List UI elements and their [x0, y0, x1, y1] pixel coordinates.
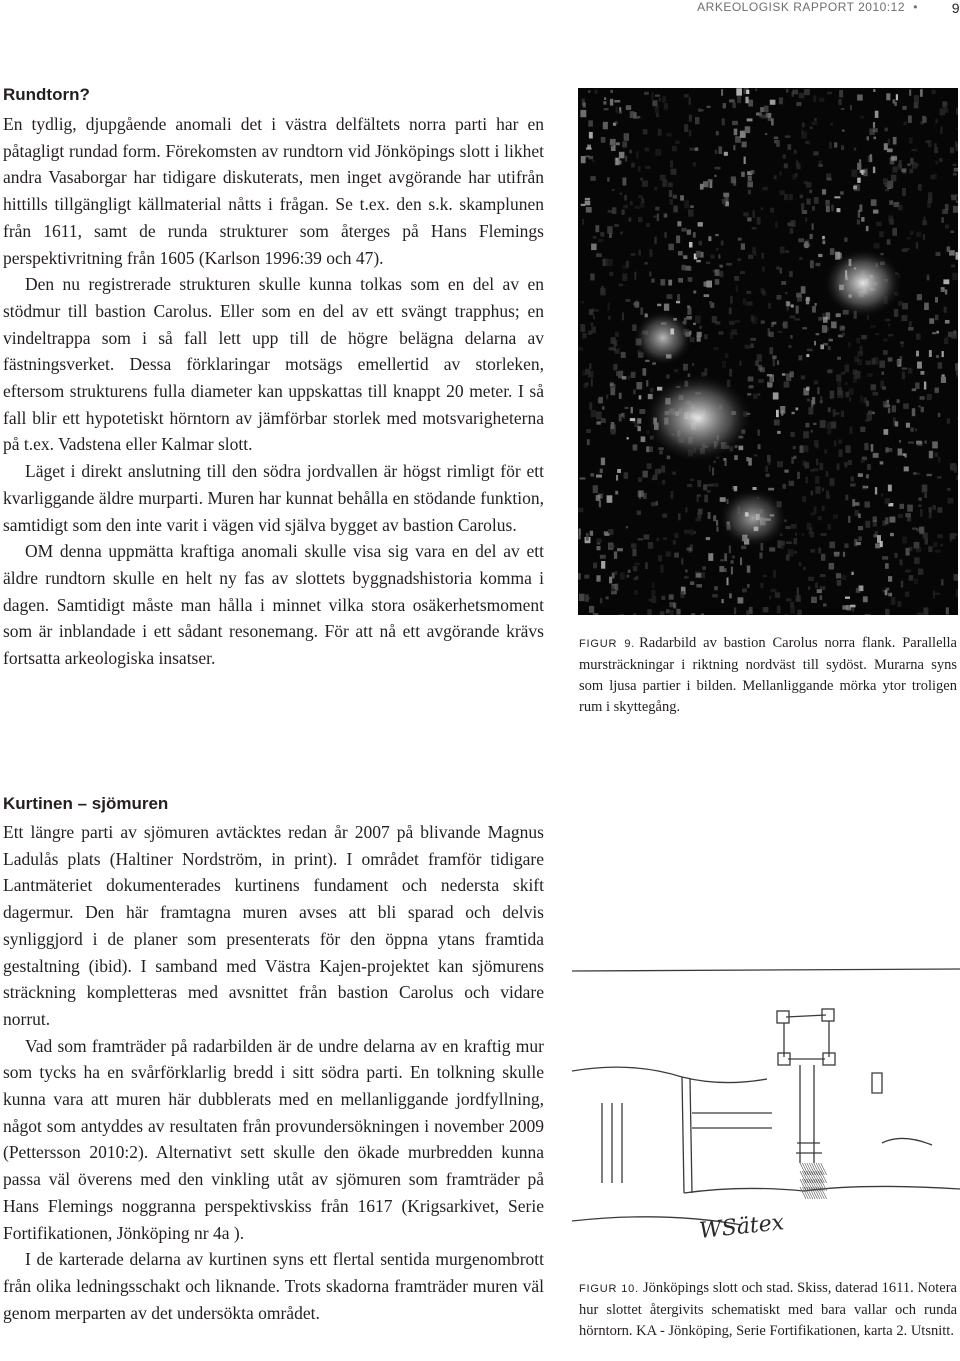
paragraph: I de karterade delarna av kurtinen syns ett flertal sentida murgenombrott från olika ledningsschakt och liknande. Trots skadorna framträder muren väl genom merparten av det undersökta området. — [3, 1249, 544, 1323]
paragraph: En tydlig, djupgående anomali det i västra delfältets norra parti har en påtagligt rundad form. Förekomsten av rundtorn vid Jönköpings slott i likhet andra Vasaborgar har tidigare diskuterats, men inget avgörande har utifrån hittills tillgängligt källmaterial nåtts i frågan. Se t.ex. den s.k. skamplunen från 1611, samt de runda strukturer som återges på Hans Flemings perspektivritning från 1605 (Karlson 1996:39 och 47). — [3, 114, 544, 268]
section-heading-kurtinen: Kurtinen – sjömuren — [3, 794, 169, 813]
figure-9-caption — [579, 633, 957, 718]
paragraph: Läget i direkt anslutning till den södra jordvallen är högst rimligt för ett kvarliggande äldre murparti. Muren har kunnat behålla en stödande funktion, samtidigt som den inte varit i vägen vid själva bygget av bastion Carolus. — [3, 461, 544, 535]
sketch-handwritten-label: WSätex — [698, 1210, 786, 1244]
header-separator: • — [913, 0, 918, 14]
paragraph: Den nu registrerade strukturen skulle kunna tolkas som en del av en stödmur till bastion Carolus. Eller som en del av ett svängt trapphus; en vindeltrappa som i så fall lett upp till de högre belägna delarna av fästningsverket. Dessa förklaringar motsägs emellertid av storleken, eftersom strukturens fulla diameter kan uppskattas till knappt 20 meter. I så fall blir ett hypotetiskt hörntorn av jämförbar storlek med motsvarigheterna på t.ex. Vadstena eller Kalmar slott. — [3, 274, 544, 455]
sketch-drawing — [572, 953, 960, 1264]
report-series-title: ARKEOLOGISK RAPPORT 2010:12 — [697, 0, 905, 14]
figure-10-caption — [579, 1278, 957, 1342]
radar-image-graphic — [578, 88, 958, 615]
page-number: 9 — [951, 0, 960, 16]
paragraph: Vad som framträder på radarbilden är de undre delarna av en kraftig mur som tycks ha en svårförklarlig bredd i sitt södra parti. En tolkning skulle kunna vara att muren här dubblerats med en mellanliggande jordfyllning, något som antyddes av resultaten från provundersökningen i november 2009 (Pettersson 2010:2). Alternativt sett skulle den ökade murbredden kunna passa väl överens med den vinkling utåt av sjömuren som framträder på Hans Flemings noggranna perspektivskiss från 1617 (Krigsarkivet, Serie Fortifikationen, Jönköping nr 4a ). — [3, 1035, 544, 1243]
radar-image — [578, 88, 958, 615]
figure-9-label: FIGUR 9. — [579, 638, 636, 650]
historical-sketch — [572, 953, 960, 1264]
figure-9-text: Radarbild av bastion Carolus norra flank. Parallella mursträckningar i riktning nordväst till sydöst. Murarna syns som ljusa partier i bilden. Mellanliggande mörka ytor troligen rum i skyttegång. — [579, 635, 957, 715]
figure-10-label: FIGUR 10. — [579, 1283, 639, 1295]
figure-10-text: Jönköpings slott och stad. Skiss, daterad 1611. Notera hur slottet återgivits schematiskt med bara vallar och runda hörntorn. KA - Jönköping, Serie Fortifikationen, karta 2. Utsnitt. — [579, 1280, 957, 1339]
paragraph: OM denna uppmätta kraftiga anomali skulle visa sig vara en del av ett äldre rundtorn skulle en helt ny fas av slottets byggnadshistoria komma i dagen. Samtidigt måste man hålla i minnet vilka stora osäkerhetsmoment som är inblandade i ett sådant resonemang. För att nå ett avgörande krävs fortsatta arkeologiska insatser. — [3, 541, 544, 669]
section-body-kurtinen — [3, 819, 544, 1326]
section-heading-rundtorn: Rundtorn? — [3, 85, 90, 104]
section-body-rundtorn — [3, 111, 544, 672]
paragraph: Ett längre parti av sjömuren avtäcktes redan år 2007 på blivande Magnus Ladulås plats (Haltiner Nordström, in print). I området framför tidigare Lantmäteriet dokumenterades kurtinens fundament och nedersta skift dagermur. Den här framtagna muren avses att bli sparad och delvis synliggjord i de planer som presenterats för den öppna ytans framtida gestaltning (ibid). I samband med Västra Kajen-projektet kan sjömurens sträckning kompletteras med avsnittet från bastion Carolus och vidare norrut. — [3, 822, 544, 1029]
